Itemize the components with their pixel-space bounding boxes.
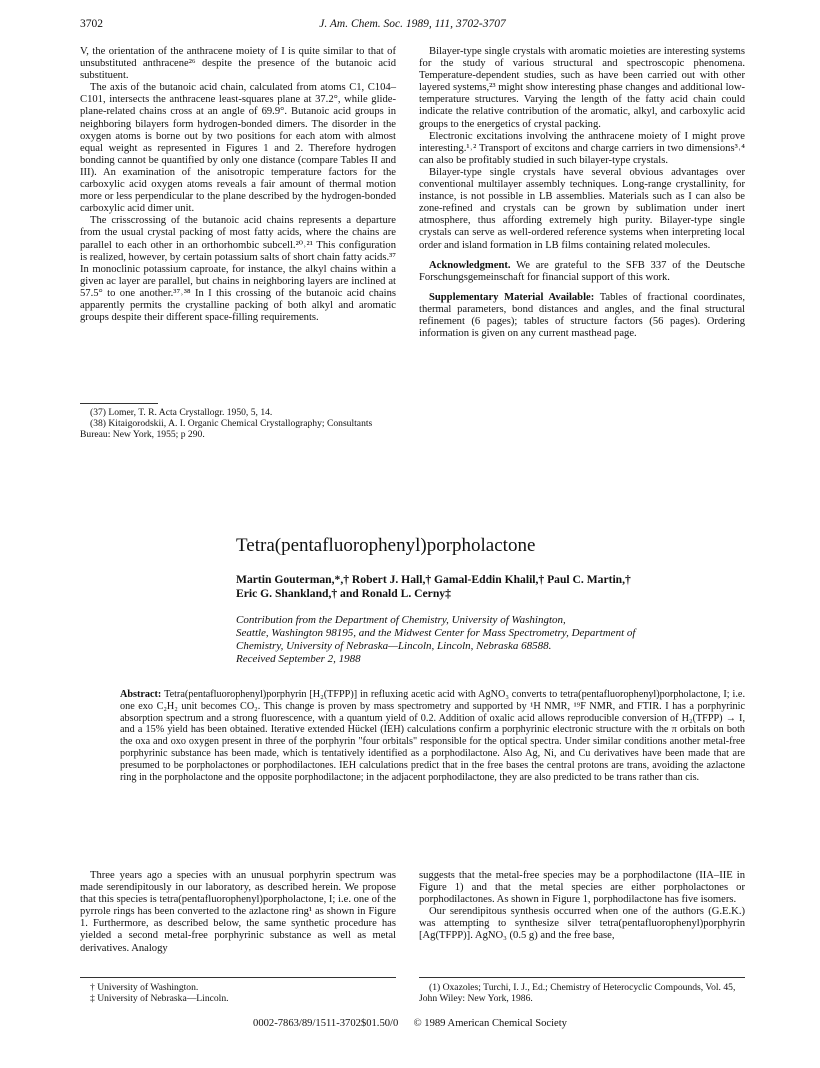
footnote-rule bbox=[419, 977, 745, 978]
article-right-column bbox=[419, 870, 745, 943]
paragraph: Our serendipitous synthesis occurred when one of the authors (G.E.K.) was attempting to synthesize silver tetra(pentafluorophenyl)porphyrin [Ag(TFPP)]. AgNO₃ (0.5 g) and the free base, bbox=[419, 906, 745, 942]
footnote: (37) Lomer, T. R. Acta Crystallogr. 1950, 5, 14. bbox=[90, 407, 273, 418]
prev-article-left-column bbox=[80, 46, 396, 324]
author-list bbox=[236, 573, 756, 601]
affiliation-line: Chemistry, University of Nebraska—Lincoln, Lincoln, Nebraska 68588. bbox=[236, 640, 552, 652]
supplementary-text: Tables of fractional coordinates, thermal parameters, bond distances and angles, and the final structural refinement (6 pages); tables of structure factors (56 pages). Ordering information is given on any current masthead page. bbox=[419, 291, 745, 340]
acknowledgment bbox=[419, 260, 745, 284]
paragraph: suggests that the metal-free species may be a porphodilactone (IIA–IIE in Figure 1) and that the metal species are either porpholactones or porphodilactones. As shown in Figure 1, porphodilactone has five isomers. bbox=[419, 870, 745, 906]
authors-line-1: Martin Gouterman,*,† Robert J. Hall,† Gamal-Eddin Khalil,† Paul C. Martin,† bbox=[236, 573, 631, 586]
affiliation-line: Seattle, Washington 98195, and the Midwest Center for Mass Spectrometry, Department of bbox=[236, 627, 636, 639]
affiliation-footnotes bbox=[80, 982, 396, 1004]
journal-citation: J. Am. Chem. Soc. 1989, 111, 3702-3707 bbox=[319, 18, 506, 30]
affiliation-line: Contribution from the Department of Chemistry, University of Washington, bbox=[236, 614, 566, 626]
footnote: (1) Oxazoles; Turchi, I. J., Ed.; Chemistry of Heterocyclic Compounds, Vol. 45, John Wiley: New York, 1986. bbox=[419, 982, 736, 1004]
paragraph: Electronic excitations involving the anthracene moiety of I might prove interesting.¹˒² Transport of excitons and charge carriers in two dimensions³˒⁴ can also be profitably studied in such bilayer-type crystals. bbox=[419, 130, 745, 166]
supplementary-label: Supplementary Material Available: bbox=[429, 291, 595, 303]
prev-article-footnotes bbox=[80, 407, 396, 440]
received-date: Received September 2, 1988 bbox=[236, 653, 361, 665]
abstract-label: Abstract: bbox=[120, 689, 162, 700]
footer-code: 0002-7863/89/1511-3702$01.50/0 bbox=[253, 1018, 399, 1029]
footnote: (38) Kitaigorodskii, A. I. Organic Chemical Crystallography; Consultants Bureau: New York, 1955; p 290. bbox=[80, 418, 373, 440]
paragraph: The axis of the butanoic acid chain, calculated from atoms C1, C104–C101, intersects the anthracene least-squares plane at 37.2°, while glide-plane-related chains cross at an angle of 69.9°. Butanoic acid groups in neighboring bilayers form hydrogen-bonded dimers. The disorder in the oxygen atoms is borne out by two positions for each atom with almost equal weight as represented in Figures 1 and 2. Therefore hydrogen bonding cannot be quantified by only one distance (compare Tables II and III). An examination of the anisotropic temperature factors for the carboxylic acid oxygen atoms reveals a fair amount of thermal motion more or less perpendicular to the plane described by the hydrogen-bonded carboxylic acid dimer unit. bbox=[80, 82, 396, 215]
paragraph: V, the orientation of the anthracene moiety of I is quite similar to that of unsubstituted anthracene²⁶ despite the presence of the butanoic acid substituent. bbox=[80, 46, 396, 82]
footnote: ‡ University of Nebraska—Lincoln. bbox=[90, 993, 229, 1004]
footnote: † University of Washington. bbox=[90, 982, 199, 993]
abstract-text: Tetra(pentafluorophenyl)porphyrin [H₂(TFPP)] in refluxing acetic acid with AgNO₃ converts to tetra(pentafluorophenyl)porpholactone, I; i.e. one exo C₂H₂ unit becomes CO₂. This change is proven by mass spectrometry and supported by ¹H NMR, ¹⁹F NMR, and FTIR. I has a porphyrinic absorption spectrum and a strong fluorescence, with a quantum yield of 0.2. Addition of oxalic acid allows reproducible conversion of H₂(TFPP) → I, and a 15% yield has been obtained. Iterative extended Hückel (IEH) calculations confirm a porphyrinic electronic structure with the π orbitals on both the oxa and oxo oxygen present in three of the porphyrin "four orbitals" responsible for the optical spectra. Under similar conditions another metal-free porphyrinic substance has been made, which is tentatively identified as a porphodilactone. Also Ag, Ni, and Cu derivatives have been made that are presumed to be porpholactones or porphodilactones. IEH calculations predict that in the free bases the central protons are trans, avoiding the azlactone ring in the porpholactone and the opposite porphodilactone; in the adjacent porphodilactone, they are also predicted to be trans rather than cis. bbox=[120, 689, 745, 783]
prev-article-right-column bbox=[419, 46, 745, 340]
footnote-rule bbox=[80, 403, 158, 404]
article-left-column bbox=[80, 870, 396, 955]
paragraph: The crisscrossing of the butanoic acid chains represents a departure from the usual crystal packing of most fatty acids, where the chains are parallel to each other in an orthorhombic subcell.²⁰˒²¹ This configuration is realized, however, by certain potassium salts of short chain fatty acids.³⁷ In monoclinic potassium caproate, for instance, the alkyl chains within a given ac layer are parallel, but chains in neighboring layers are inclined at 57.5° to one another.³⁷˒³⁸ In I this crossing of the butanoic acid chains apparently permits the crystalline packing of both alkyl and aromatic groups despite their different space-filling requirements. bbox=[80, 215, 396, 324]
abstract bbox=[120, 689, 745, 783]
paragraph: Three years ago a species with an unusual porphyrin spectrum was made serendipitously in our laboratory, as described herein. We propose that this species is tetra(pentafluorophenyl)porpholactone, I; i.e. one of the pyrrole rings has been converted to the azlactone ring¹ as shown in Figure 1. Furthermore, as described below, the same synthetic procedure has yielded a second metal-free porphyrinic substance as well as metal derivatives. Analogy bbox=[80, 870, 396, 954]
reference-footnotes bbox=[419, 982, 745, 1004]
affiliation bbox=[236, 614, 756, 666]
page-footer bbox=[0, 1018, 820, 1029]
supplementary-material bbox=[419, 292, 745, 340]
paragraph: Bilayer-type single crystals with aromatic moieties are interesting systems for the study of various structural and spectroscopic phenomena. Temperature-dependent studies, such as have been carried out with other layered systems,²³ might show interesting phase changes and additional low-temperature structures. Varying the length of the fatty acid chain could indicate the relative contribution of the aromatic, alkyl, and carboxylic acid groups to the energetics of crystal packing. bbox=[419, 46, 745, 130]
running-header bbox=[80, 18, 745, 34]
paragraph: Bilayer-type single crystals have several obvious advantages over conventional multilayer assembly techniques. Long-range crystallinity, for instance, is not possible in LB assemblies. Materials such as I can also be zone-refined and crystals can be grown by sublimation under inert atmosphere, thus affording extremely high purity. Bilayer-type single crystals can serve as well-ordered reference systems when interpreting local order and island formation in LB films containing related molecules. bbox=[419, 166, 745, 251]
acknowledgment-text: We are grateful to the SFB 337 of the Deutsche Forschungsgemeinschaft for financial support of this work. bbox=[419, 259, 745, 283]
article-title: Tetra(pentafluorophenyl)porpholactone bbox=[236, 535, 536, 556]
acknowledgment-label: Acknowledgment. bbox=[429, 259, 511, 271]
page-number: 3702 bbox=[80, 18, 103, 30]
footnote-rule bbox=[80, 977, 396, 978]
authors-line-2: Eric G. Shankland,† and Ronald L. Cerny‡ bbox=[236, 587, 451, 600]
footer-copyright: © 1989 American Chemical Society bbox=[413, 1018, 567, 1029]
